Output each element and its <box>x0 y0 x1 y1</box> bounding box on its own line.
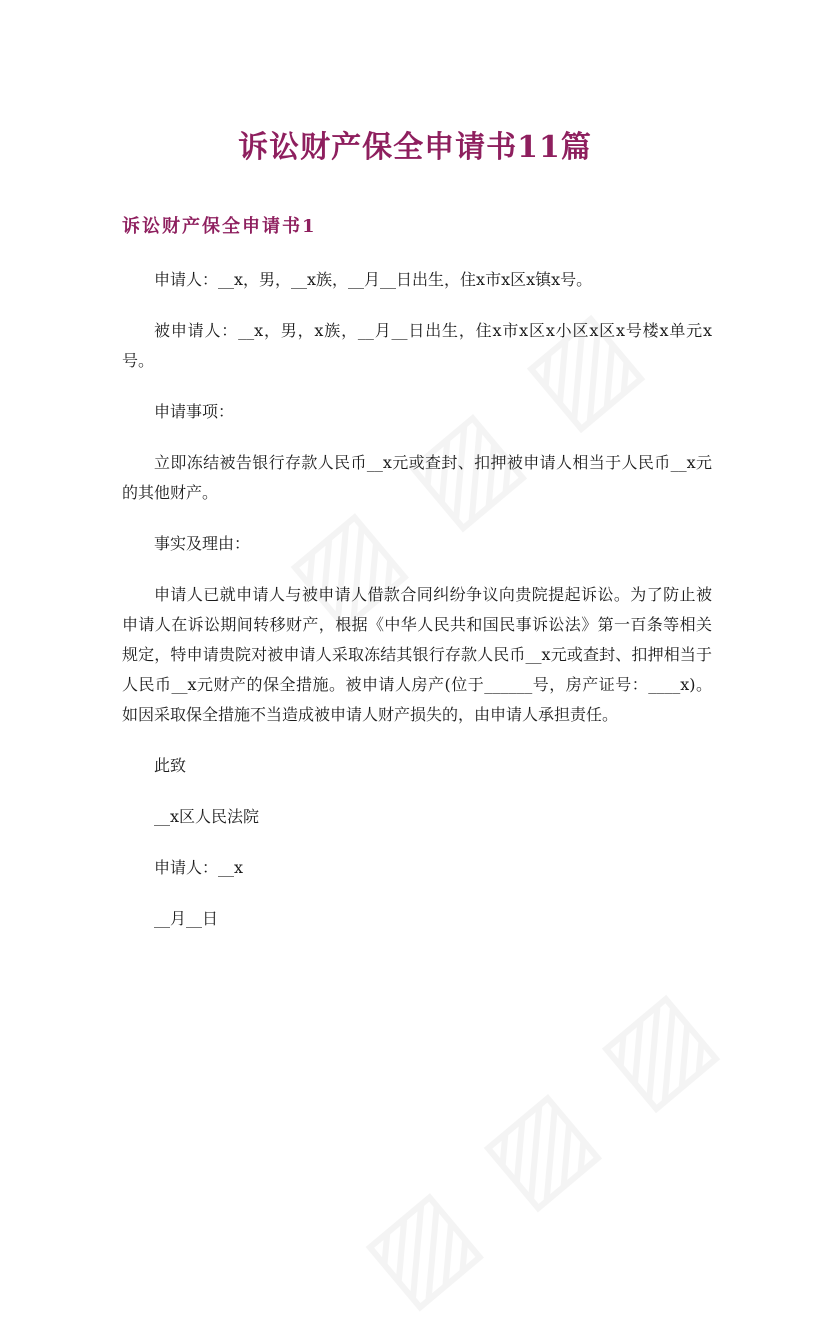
section-title: 诉讼财产保全申请书1 <box>122 216 317 237</box>
paragraph-facts-content: 申请人已就申请人与被申请人借款合同纠纷争议向贵院提起诉讼。为了防止被申请人在诉讼期间转移财产，根据《中华人民共和国民事诉讼法》第一百条等相关规定，特申请贵院对被申请人采取冻结其银行存款人民币__x元或查封、扣押相当于人民币__x元财产的保全措施。被申请人房产(位于______号，房产证号：____x)。如因采取保全措施不当造成被申请人财产损失的，由申请人承担责任。 <box>122 585 712 724</box>
paragraph-salutation: 此致 <box>154 756 187 775</box>
paragraph-applicant: 申请人：__x，男，__x族，__月__日出生，住x市x区x镇x号。 <box>154 270 593 289</box>
watermark-shape-bottom <box>338 961 741 1328</box>
paragraph-signature: 申请人：__x <box>154 858 244 877</box>
paragraph-court: __x区人民法院 <box>154 807 260 826</box>
document-body <box>122 265 712 934</box>
paragraph-respondent: 被申请人：__x，男，x族，__月__日出生，住x市x区x小区x区x号楼x单元x号。 <box>122 321 712 370</box>
document-title: 诉讼财产保全申请书11篇 <box>238 130 592 165</box>
paragraph-request-content: 立即冻结被告银行存款人民币__x元或查封、扣押被申请人相当于人民币__x元的其他财产。 <box>122 453 712 502</box>
paragraph-request-heading: 申请事项： <box>154 402 235 421</box>
paragraph-facts-heading: 事实及理由： <box>154 534 251 553</box>
paragraph-date: __月__日 <box>154 909 219 928</box>
